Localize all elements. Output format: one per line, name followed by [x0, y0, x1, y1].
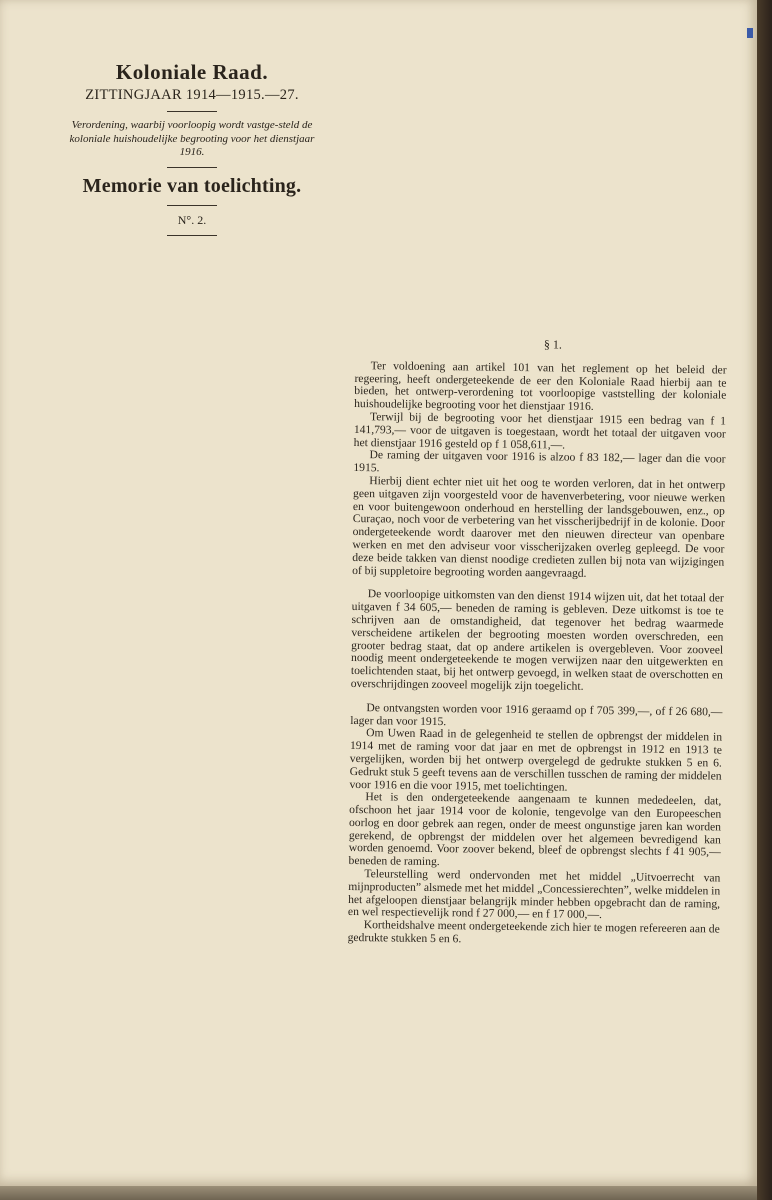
- paragraph: De voorloopige uitkomsten van den dienst 1914 wijzen uit, dat het totaal der uitgaven f 34 605,— beneden de raming is gebleven. Deze uitkomst is toe te schrijven aan de omstandigheid, dat tegenover het bedrag waarmede verscheidene artikelen der begrooting moesten worden overschreden, een grooter bedrag staat, dat op andere artikelen is overgebleven. Voor zooveel noodig meent ondergeteekende te mogen verwijzen naar den uitgewerkten en toelichtenden staat, bij het ontwerp gevoegd, in welken staat de overschotten en overschrijdingen zooveel mogelijk zijn toegelicht.: [350, 587, 724, 693]
- document-body: [348, 336, 727, 949]
- paragraph: Hierbij dient echter niet uit het oog te worden verloren, dat in het ontwerp geen uitgaven zijn voorgesteld voor de havenverbetering, voor nieuwe werken en voor buitengewoon onderhoud en herstelling der landsgebouwen, enz., op Curaçao, noch voor de verbetering van het visscherijbedrijf in de kolonie. Door ondergeteekende wordt daarover met den nieuwen directeur van openbare werken en met den adviseur voor visscherijzaken overleg gepleegd. De voor deze beide takken van dienst noodige credieten zullen bij nota van wijzigingen of bij suppletoire begrooting worden aangevraagd.: [352, 474, 726, 580]
- paragraph: Terwijl bij de begrooting voor het dienstjaar 1915 een bedrag van f 1 141,793,— voor de uitgaven is toegestaan, wordt het totaal der uitgaven voor het dienstjaar 1916 gesteld op f 1 058,611,—.: [353, 410, 727, 452]
- divider: [167, 167, 217, 168]
- document-header: [58, 60, 326, 243]
- section-heading: § 1.: [543, 337, 562, 352]
- document-number: N°. 2.: [177, 212, 207, 227]
- memo-title: Memorie van toelichting.: [82, 174, 302, 197]
- color-marker: [747, 28, 753, 38]
- divider: [167, 205, 217, 206]
- paragraph: Het is den ondergeteekende aangenaam te kunnen mededeelen, dat, ofschoon het jaar 1914 voor de kolonie, tengevolge van den Europeeschen oorlog en door gebrek aan regen, onder de meest ongunstige jaren kan worden gerekend, de opbrengst der middelen over het algemeen bevredigend kan worden genoemd. Voor zoover bekend, bleef de opbrengst slechts f 41 905,— beneden de raming.: [348, 790, 722, 869]
- paragraph: De ontvangsten worden voor 1916 geraamd op f 705 399,—, of f 26 680,— lager dan voor 1915.: [350, 700, 723, 728]
- subject-line: Verordening, waarbij voorloopig wordt vastge-steld de koloniale huishoudelijke begrooting voor het dienstjaar 1916.: [69, 119, 315, 158]
- paragraph: De raming der uitgaven voor 1916 is alzoo f 83 182,— lager dan die voor 1915.: [353, 448, 726, 475]
- divider: [167, 235, 217, 236]
- council-title: Koloniale Raad.: [115, 60, 269, 84]
- binding-edge: [757, 0, 772, 1200]
- page-bottom-edge: [0, 1186, 757, 1200]
- divider: [167, 111, 217, 112]
- paragraph: Om Uwen Raad in de gelegenheid te stellen de opbrengst der middelen in 1914 met de raming voor dat jaar en met de opbrengst in 1912 en 1913 te vergelijken, worden bij het ontwerp overgelegd de gedrukte stukken 5 en 6. Gedrukt stuk 5 geeft tevens aan de verschillen tusschen de raming der middelen voor 1916 en die voor 1915, met toelichtingen.: [349, 726, 723, 794]
- paragraph: Kortheidshalve meent ondergeteekende zich hier te mogen refereeren aan de gedrukte stukken 5 en 6.: [347, 918, 720, 946]
- paragraph: Teleurstelling werd ondervonden met het middel „Uitvoerrecht van mijnproducten” alsmede met het middel „Concessierechten”, welke middelen in het afgeloopen dienstjaar belangrijk minder hebben opgebracht dan de raming, en wel respectievelijk rond f 27 000,— en f 17 000,—.: [347, 867, 721, 922]
- session-year: ZITTINGJAAR 1914—1915.—27.: [85, 87, 299, 103]
- paragraph: Ter voldoening aan artikel 101 van het reglement op het beleid der regeering, heeft ondergeteekende de eer den Koloniale Raad hierbij aan te bieden, het ontwerp-verordening tot voorloopige vaststelling der koloniale huishoudelijke begrooting voor het dienstjaar 1916.: [354, 358, 727, 414]
